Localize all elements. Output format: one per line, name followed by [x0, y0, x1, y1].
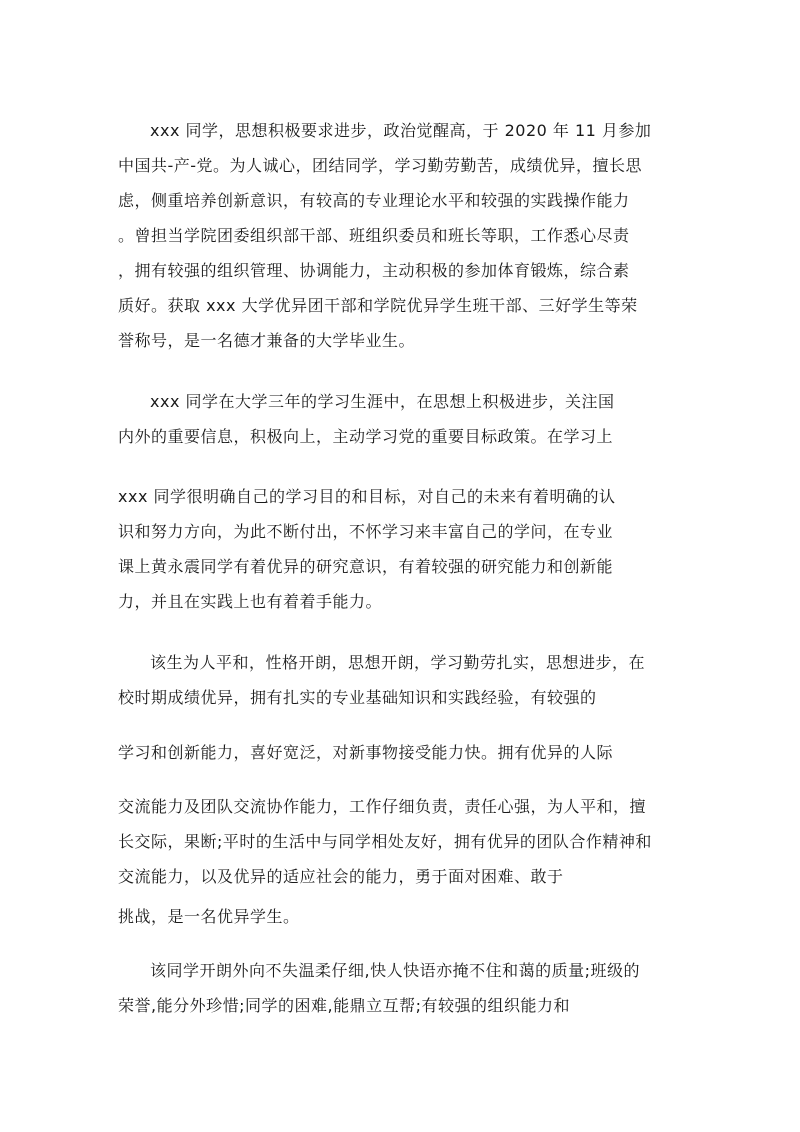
text-line: 质好。获取 xxx 大学优异团干部和学院优异学生班干部、三好学生等荣 [118, 296, 638, 315]
text-line: 力，并且在实践上也有着着手能力。 [118, 592, 383, 611]
text-line: 誉称号，是一名德才兼备的大学毕业生。 [118, 331, 416, 350]
text-line: 该同学开朗外向不失温柔仔细,快人快语亦掩不住和蔼的质量;班级的 [150, 961, 640, 980]
text-line: 荣誉,能分外珍惜;同学的困难,能鼎立互帮;有较强的组织能力和 [118, 996, 570, 1015]
text-line: 学习和创新能力，喜好宽泛，对新事物接受能力快。拥有优异的人际 [118, 743, 614, 762]
text-line: 交流能力，以及优异的适应社会的能力，勇于面对困难、敢于 [118, 867, 564, 886]
text-line: 校时期成绩优异，拥有扎实的专业基础知识和实践经验，有较强的 [118, 688, 597, 707]
text-line: xxx 同学，思想积极要求进步，政治觉醒高，于 2020 年 11 月参加 [150, 121, 652, 140]
text-line: 。曾担当学院团委组织部干部、班组织委员和班长等职，工作悉心尽责 [118, 226, 630, 245]
text-line: ，拥有较强的组织管理、协调能力，主动积极的参加体育锻炼，综合素 [118, 261, 630, 280]
text-line: 挑战，是一名优异学生。 [118, 907, 300, 926]
text-line: 交流能力及团队交流协作能力，工作仔细负责，责任心强，为人平和，擅 [118, 797, 647, 816]
text-line: 长交际，果断;平时的生活中与同学相处友好，拥有优异的团队合作精神和 [118, 832, 652, 851]
text-line: 该生为人平和，性格开朗，思想开朗，学习勤劳扎实，思想进步，在 [150, 653, 646, 672]
text-line: xxx 同学在大学三年的学习生涯中，在思想上积极进步，关注国 [150, 392, 615, 411]
text-line: 中国共-产-党。为人诚心，团结同学，学习勤劳勤苦，成绩优异，擅长思 [118, 156, 643, 175]
text-line: 课上黄永震同学有着优异的研究意识，有着较强的研究能力和创新能 [118, 557, 614, 576]
text-line: 内外的重要信息，积极向上，主动学习党的重要目标政策。在学习上 [118, 427, 614, 446]
text-line: 虑，侧重培养创新意识，有较高的专业理论水平和较强的实践操作能力 [118, 191, 630, 210]
text-line: xxx 同学很明确自己的学习目的和目标，对自己的未来有着明确的认 [118, 487, 616, 506]
text-line: 识和努力方向，为此不断付出，不怀学习来丰富自己的学问，在专业 [118, 522, 614, 541]
